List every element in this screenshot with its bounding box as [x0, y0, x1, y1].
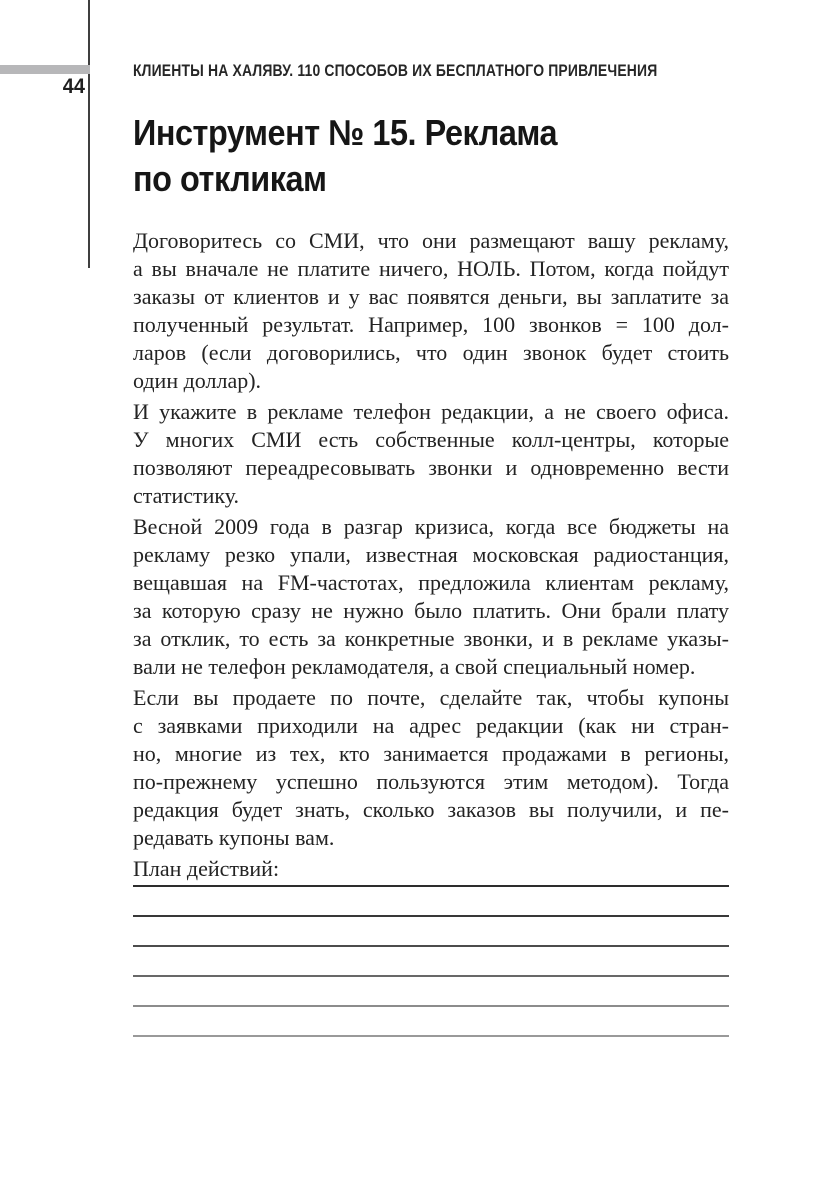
writing-line: [133, 975, 729, 977]
writing-line: [133, 915, 729, 917]
running-header: КЛИЕНТЫ НА ХАЛЯВУ. 110 СПОСОБОВ ИХ БЕСПЛАТНОГО ПРИВЛЕЧЕНИЯ: [133, 61, 658, 80]
text-line: а вы вначале не платите ничего, НОЛЬ. Потом, когда пойдут: [133, 256, 729, 281]
writing-line: [133, 885, 729, 887]
paragraph: [133, 513, 729, 681]
body-text: [133, 227, 729, 855]
text-line: статистику.: [133, 483, 240, 508]
chapter-title-line-2: по откликам: [133, 158, 327, 199]
paragraph: [133, 684, 729, 852]
writing-line: [133, 1005, 729, 1007]
chapter-title-line-1: Инструмент № 15. Реклама: [133, 112, 558, 153]
writing-line: [133, 945, 729, 947]
text-line: Весной 2009 года в разгар кризиса, когда все бюджеты на: [133, 514, 729, 539]
text-line: Если вы продаете по почте, сделайте так, чтобы купоны: [133, 685, 729, 710]
text-line: полученный результат. Например, 100 звонков = 100 дол-: [133, 312, 729, 337]
text-line: редакция будет знать, сколько заказов вы получили, и пе-: [133, 797, 729, 822]
text-line: И укажите в рекламе телефон редакции, а не своего офиса.: [133, 399, 729, 424]
text-line: заказы от клиентов и у вас появятся деньги, вы заплатите за: [133, 284, 729, 309]
text-line: за которую сразу не нужно было платить. Они брали плату: [133, 598, 729, 623]
text-line: но, многие из тех, кто занимается продажами в регионы,: [133, 741, 729, 766]
writing-line: [133, 1035, 729, 1037]
text-line: с заявками приходили на адрес редакции (как ни стран-: [133, 713, 729, 738]
text-line: один доллар).: [133, 368, 262, 393]
page-marker-bar: [0, 65, 90, 74]
text-line: ларов (если договорились, что один звонок будет стоить: [133, 340, 729, 365]
text-line: У многих СМИ есть собственные колл-центры, которые: [133, 427, 729, 452]
text-line: редавать купоны вам.: [133, 825, 335, 850]
action-plan-label: План действий:: [133, 856, 280, 881]
text-line: вещавшая на FM-частотах, предложила клиентам рекламу,: [133, 570, 729, 595]
page-number: 44: [62, 75, 85, 98]
text-line: по-прежнему успешно пользуются этим методом). Тогда: [133, 769, 729, 794]
paragraph: [133, 398, 729, 510]
chapter-title: [133, 110, 557, 202]
text-line: рекламу резко упали, известная московская радиостанция,: [133, 542, 729, 567]
text-line: за отклик, то есть за конкретные звонки, и в рекламе указы-: [133, 626, 729, 651]
text-line: вали не телефон рекламодателя, а свой специальный номер.: [133, 654, 696, 679]
text-line: позволяют переадресовывать звонки и одновременно вести: [133, 455, 729, 480]
action-plan-writing-lines: [133, 885, 729, 1065]
margin-vertical-rule: [88, 0, 90, 268]
text-line: Договоритесь со СМИ, что они размещают вашу рекламу,: [133, 228, 729, 253]
paragraph: [133, 227, 729, 395]
